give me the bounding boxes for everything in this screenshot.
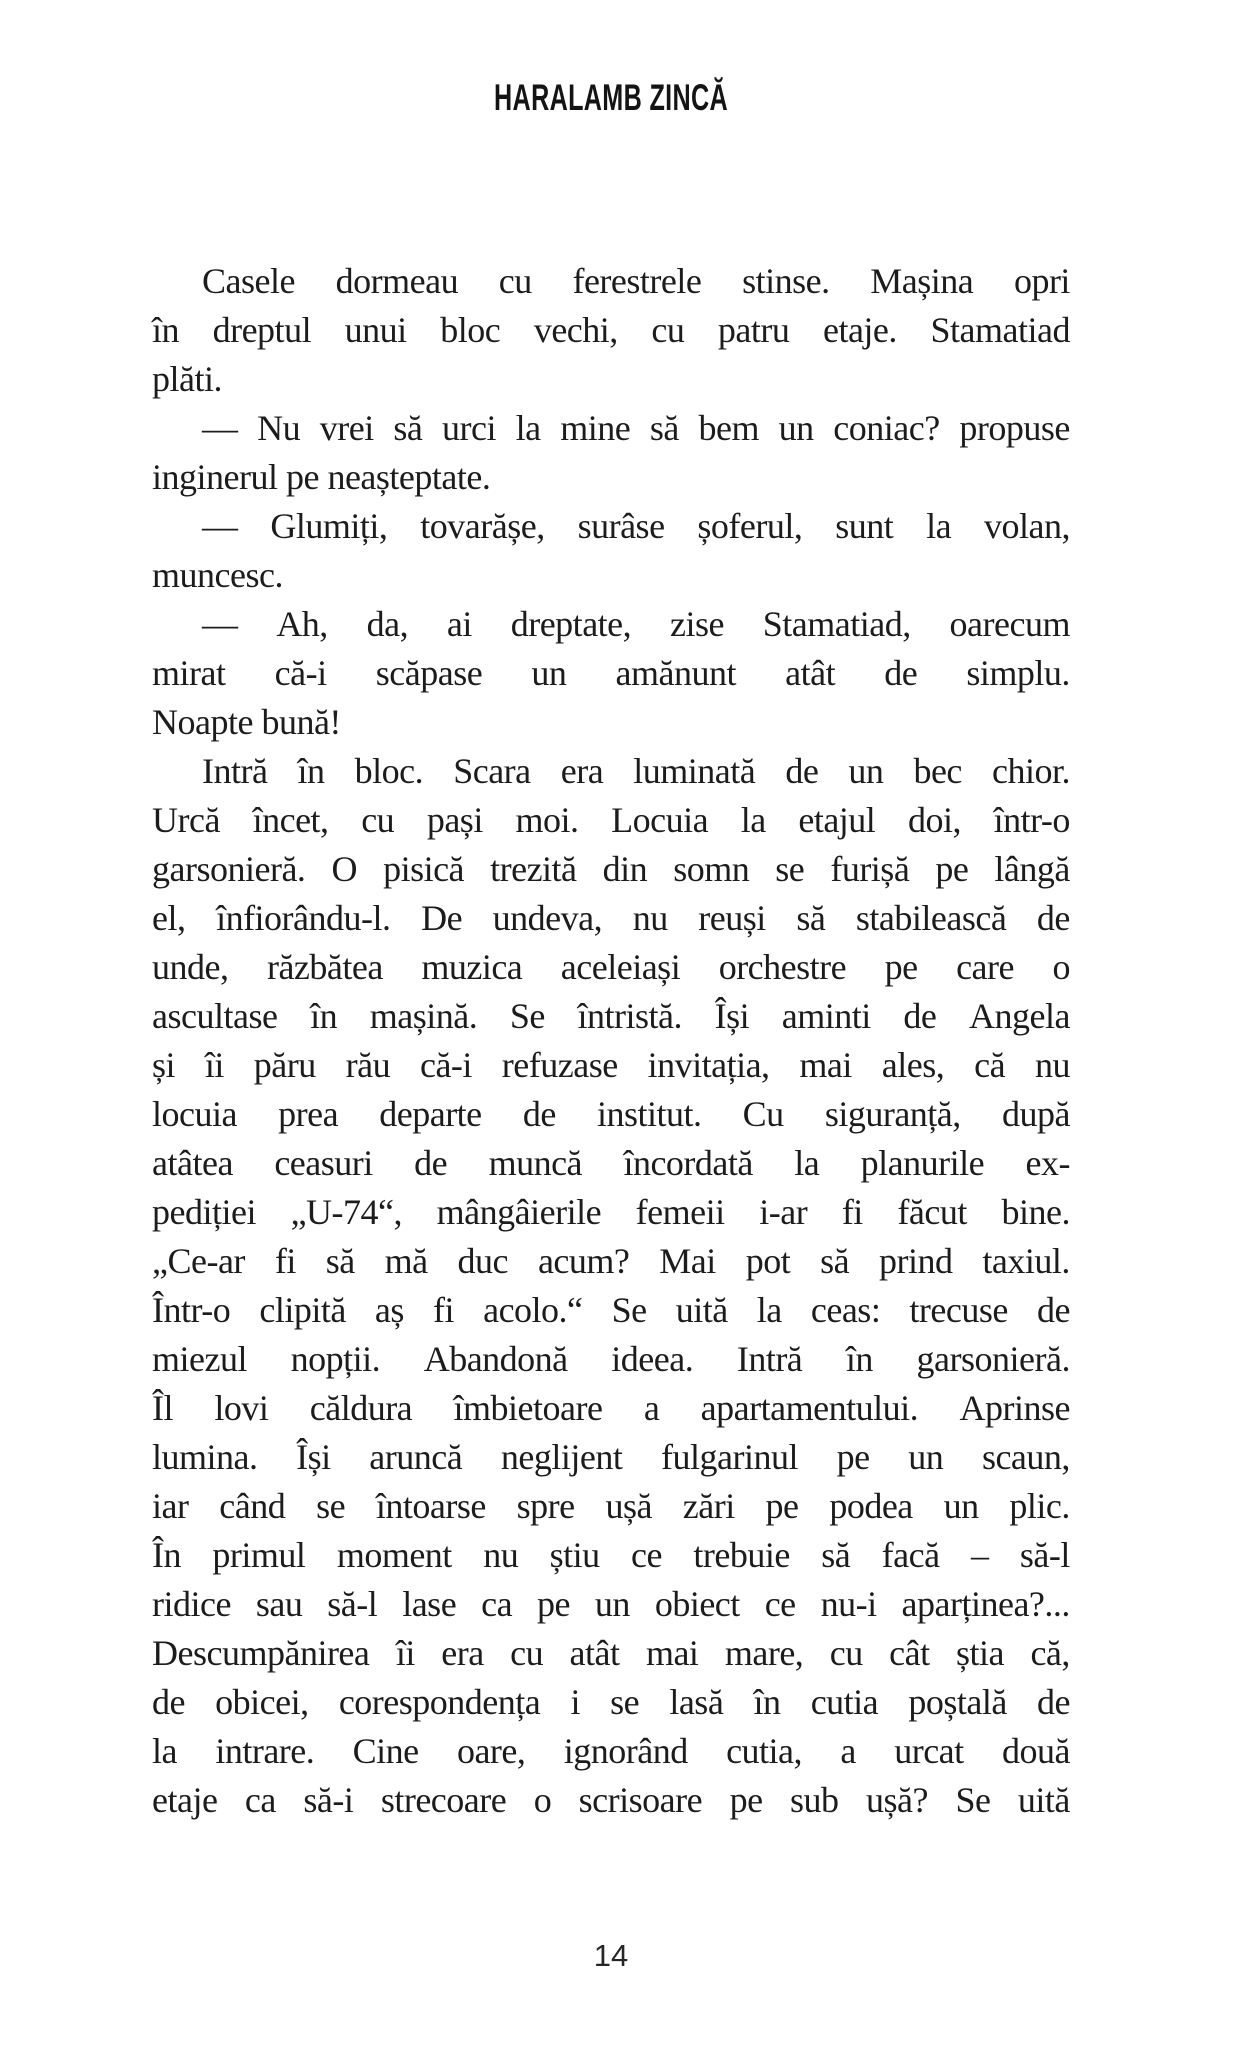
word: Intră xyxy=(202,751,268,791)
word: O xyxy=(331,849,357,889)
word: Scara xyxy=(453,751,531,791)
text-line xyxy=(152,1237,1070,1286)
word: la xyxy=(740,800,766,840)
word: amănunt xyxy=(615,653,736,693)
word: păru xyxy=(253,1045,316,1085)
word: Își xyxy=(296,1437,331,1477)
word: în xyxy=(297,751,325,791)
word: cutia xyxy=(810,1682,879,1722)
word: aruncă xyxy=(369,1437,463,1477)
word: să-l xyxy=(1019,1535,1070,1575)
word: De xyxy=(421,898,463,938)
word: acolo.“ xyxy=(483,1290,583,1330)
word: bloc. xyxy=(354,751,424,791)
text-line: muncesc. xyxy=(152,555,283,595)
word: mine xyxy=(560,408,631,448)
word: Ah, xyxy=(276,604,328,644)
word: era xyxy=(441,1633,484,1673)
word: care xyxy=(956,947,1015,987)
word: Descumpănirea xyxy=(152,1633,370,1673)
word: îi xyxy=(204,1045,224,1085)
word: unui xyxy=(344,310,407,350)
word: cu xyxy=(361,800,395,840)
word: de xyxy=(1036,898,1070,938)
word: podea xyxy=(829,1486,913,1526)
word: cu xyxy=(510,1633,544,1673)
word: la xyxy=(926,506,952,546)
word: știu xyxy=(549,1535,600,1575)
word: apartamentului. xyxy=(700,1388,919,1428)
word: să xyxy=(649,408,679,448)
text-line xyxy=(152,600,1070,649)
word: că, xyxy=(1030,1633,1070,1673)
word: spre xyxy=(516,1486,575,1526)
word: dormeau xyxy=(335,261,459,301)
word: Se xyxy=(509,996,545,1036)
word: în xyxy=(152,310,180,350)
word: ridice xyxy=(152,1584,231,1624)
word: ascultase xyxy=(152,996,278,1036)
word: lovi xyxy=(214,1388,269,1428)
word: oarecum xyxy=(949,604,1070,644)
word: institut. xyxy=(596,1094,702,1134)
word: îmbietoare xyxy=(453,1388,603,1428)
word: muncă xyxy=(488,1143,583,1183)
word: i-ar xyxy=(759,1192,808,1232)
word: aminti xyxy=(781,996,871,1036)
word: Aprinse xyxy=(959,1388,1070,1428)
word: făcut xyxy=(897,1192,967,1232)
word: volan, xyxy=(984,506,1070,546)
word: ușă xyxy=(605,1486,652,1526)
word: o xyxy=(1052,947,1070,987)
word: se xyxy=(316,1486,346,1526)
word: opri xyxy=(1013,261,1070,301)
word: că-i xyxy=(274,653,327,693)
word: Se xyxy=(955,1780,991,1820)
word: aș xyxy=(374,1290,404,1330)
word: planurile xyxy=(860,1143,985,1183)
word: i xyxy=(570,1682,580,1722)
word: fulgarinul xyxy=(661,1437,798,1477)
word: siguranță, xyxy=(824,1094,961,1134)
word: cu xyxy=(829,1633,863,1673)
word: clipită xyxy=(259,1290,346,1330)
word: vrei xyxy=(319,408,374,448)
word: Intră xyxy=(736,1339,803,1379)
word: patru xyxy=(717,310,790,350)
word: mai xyxy=(645,1633,699,1673)
word: lasă xyxy=(669,1682,724,1722)
text-line xyxy=(152,894,1070,943)
word: de xyxy=(414,1143,448,1183)
word: cutia, xyxy=(726,1731,803,1771)
word: furișă xyxy=(830,849,910,889)
word: căldura xyxy=(309,1388,413,1428)
word: sunt xyxy=(835,506,894,546)
word: că-i xyxy=(419,1045,472,1085)
word: neglijent xyxy=(500,1437,623,1477)
word: facă xyxy=(881,1535,940,1575)
word: să xyxy=(821,1535,851,1575)
word: reuși xyxy=(698,898,766,938)
word: Cine xyxy=(352,1731,419,1771)
text-line xyxy=(152,1139,1070,1188)
word: zise xyxy=(669,604,724,644)
word: mângâierile xyxy=(436,1192,602,1232)
body-text xyxy=(152,257,1070,1825)
word: etaje. xyxy=(822,310,897,350)
word: să-l xyxy=(327,1584,378,1624)
word: da, xyxy=(366,604,409,644)
word: încet, xyxy=(252,800,329,840)
word: la xyxy=(794,1143,820,1183)
word: ce xyxy=(764,1584,796,1624)
page-number: 14 xyxy=(593,1938,629,1973)
word: corespondența xyxy=(338,1682,541,1722)
word: lumina. xyxy=(152,1437,258,1477)
word: mai xyxy=(799,1045,852,1085)
word: ca xyxy=(481,1584,513,1624)
word: departe xyxy=(379,1094,482,1134)
word: un xyxy=(594,1584,630,1624)
word: Casele xyxy=(202,261,295,301)
word: primul xyxy=(212,1535,306,1575)
text-line xyxy=(152,1629,1070,1678)
word: Îl xyxy=(152,1388,173,1428)
word: ignorând xyxy=(563,1731,688,1771)
word: pe xyxy=(884,947,918,987)
word: doi, xyxy=(907,800,961,840)
word: cu xyxy=(498,261,532,301)
word: de xyxy=(1036,1290,1070,1330)
word: femeii xyxy=(635,1192,725,1232)
word: „Ce-ar xyxy=(152,1241,245,1281)
word: încordată xyxy=(623,1143,753,1183)
word: Stamatiad, xyxy=(762,604,911,644)
word: bec xyxy=(913,751,962,791)
word: „U-74“, xyxy=(290,1192,403,1232)
word: și xyxy=(152,1045,176,1085)
word: ce xyxy=(631,1535,662,1575)
word: lângă xyxy=(994,849,1070,889)
word: prind xyxy=(879,1241,953,1281)
word: dreptate, xyxy=(510,604,632,644)
word: din xyxy=(602,849,648,889)
word: ales, xyxy=(881,1045,945,1085)
word: Urcă xyxy=(152,800,220,840)
word: nu xyxy=(632,898,668,938)
word: iar xyxy=(152,1486,189,1526)
word: Cu xyxy=(742,1094,784,1134)
word: când xyxy=(219,1486,286,1526)
text-line xyxy=(152,502,1070,551)
word: ideea. xyxy=(611,1339,694,1379)
word: acum? xyxy=(537,1241,630,1281)
word: În xyxy=(152,1535,181,1575)
word: știa xyxy=(956,1633,1005,1673)
word: un xyxy=(908,1437,944,1477)
text-line xyxy=(152,1482,1070,1531)
text-line xyxy=(152,1335,1070,1384)
word: garsonieră. xyxy=(916,1339,1070,1379)
word: luminată xyxy=(633,751,756,791)
word: simplu. xyxy=(966,653,1070,693)
word: mare, xyxy=(724,1633,804,1673)
word: Mai xyxy=(659,1241,716,1281)
word: cu xyxy=(651,310,685,350)
word: trezită xyxy=(490,849,577,889)
word: se xyxy=(775,849,805,889)
word: Se xyxy=(611,1290,647,1330)
text-line xyxy=(152,747,1070,796)
word: dreptul xyxy=(212,310,312,350)
word: Abandonă xyxy=(423,1339,568,1379)
word: – xyxy=(971,1535,989,1575)
word: nu xyxy=(483,1535,519,1575)
text-line xyxy=(152,1188,1070,1237)
word: o xyxy=(533,1780,552,1820)
word: fi xyxy=(433,1290,454,1330)
word: urci xyxy=(442,408,496,448)
word: chior. xyxy=(992,751,1070,791)
word: unde, xyxy=(152,947,229,987)
word: scrisoare xyxy=(578,1780,703,1820)
word: invitația, xyxy=(647,1045,770,1085)
word: vechi, xyxy=(533,310,618,350)
word: coniac? xyxy=(833,408,940,448)
text-line xyxy=(152,1286,1070,1335)
word: refuzase xyxy=(501,1045,618,1085)
word: strecoare xyxy=(380,1780,507,1820)
word: rău xyxy=(345,1045,391,1085)
word: scăpase xyxy=(375,653,483,693)
text-line: Noapte bună! xyxy=(152,702,341,742)
word: mirat xyxy=(152,653,226,693)
word: orchestre xyxy=(718,947,847,987)
text-line xyxy=(152,943,1070,992)
text-line xyxy=(152,845,1070,894)
word: ai xyxy=(446,604,472,644)
text-line xyxy=(152,796,1070,845)
word: garsonieră. xyxy=(152,849,306,889)
word: etaje xyxy=(152,1780,218,1820)
word: moi. xyxy=(515,800,579,840)
word: pediției xyxy=(152,1192,256,1232)
word: pe xyxy=(935,849,969,889)
text-line xyxy=(152,992,1070,1041)
text-line xyxy=(152,257,1070,306)
word: pe xyxy=(536,1584,570,1624)
author-name: HARALAMB ZINCĂ xyxy=(494,77,728,118)
word: el, xyxy=(152,898,186,938)
word: Își xyxy=(714,996,750,1036)
word: a xyxy=(840,1731,856,1771)
word: nu-i xyxy=(820,1584,877,1624)
word: zări xyxy=(682,1486,735,1526)
word: mașină. xyxy=(369,996,478,1036)
word: răzbătea xyxy=(266,947,383,987)
text-line xyxy=(152,1041,1070,1090)
word: aceleiași xyxy=(560,947,681,987)
text-line xyxy=(152,649,1070,698)
word: fi xyxy=(841,1192,863,1232)
word: de xyxy=(903,996,937,1036)
word: undeva, xyxy=(492,898,603,938)
word: ceasuri xyxy=(274,1143,373,1183)
word: nopții. xyxy=(290,1339,381,1379)
text-line xyxy=(152,1727,1070,1776)
word: etajul xyxy=(798,800,876,840)
word: aparținea?... xyxy=(901,1584,1070,1624)
word: mă xyxy=(384,1241,428,1281)
word: duc xyxy=(457,1241,509,1281)
word: ca xyxy=(244,1780,276,1820)
word: Într-o xyxy=(152,1290,231,1330)
word: miezul xyxy=(152,1339,247,1379)
word: uită xyxy=(675,1290,728,1330)
word: fi xyxy=(274,1241,296,1281)
word: în xyxy=(753,1682,781,1722)
word: la xyxy=(152,1731,177,1771)
word: pisică xyxy=(383,849,465,889)
word: Stamatiad xyxy=(930,310,1070,350)
word: de xyxy=(522,1094,556,1134)
word: prea xyxy=(278,1094,339,1134)
text-line xyxy=(152,1531,1070,1580)
word: scaun, xyxy=(981,1437,1070,1477)
word: nu xyxy=(1034,1045,1070,1085)
text-line xyxy=(152,1090,1070,1139)
word: se xyxy=(610,1682,640,1722)
word: la xyxy=(756,1290,782,1330)
word: atâtea xyxy=(152,1143,233,1183)
word: oare, xyxy=(456,1731,526,1771)
word: bloc xyxy=(440,310,501,350)
word: bem xyxy=(698,408,760,448)
word: surâse xyxy=(577,506,665,546)
word: să xyxy=(796,898,826,938)
word: întristă. xyxy=(577,996,682,1036)
word: plic. xyxy=(1009,1486,1070,1526)
word: să xyxy=(325,1241,355,1281)
word: poștală xyxy=(908,1682,1007,1722)
word: un xyxy=(778,408,814,448)
word: sub xyxy=(790,1780,839,1820)
word: șoferul, xyxy=(697,506,803,546)
word: atât xyxy=(785,653,836,693)
word: trebuie xyxy=(693,1535,790,1575)
word: uită xyxy=(1017,1780,1070,1820)
word: ferestrele xyxy=(572,261,702,301)
word: — xyxy=(202,408,238,448)
word: cât xyxy=(889,1633,930,1673)
word: ceas: xyxy=(810,1290,881,1330)
word: să-i xyxy=(303,1780,354,1820)
word: bine. xyxy=(1001,1192,1070,1232)
word: Glumiți, xyxy=(270,506,388,546)
word: Locuia xyxy=(611,800,709,840)
word: stinse. xyxy=(742,261,830,301)
text-line xyxy=(152,404,1070,453)
word: în xyxy=(845,1339,873,1379)
word: obicei, xyxy=(215,1682,309,1722)
text-line xyxy=(152,1776,1070,1825)
word: să xyxy=(820,1241,850,1281)
word: sau xyxy=(255,1584,303,1624)
word: taxiul. xyxy=(982,1241,1070,1281)
word: de xyxy=(884,653,918,693)
running-header xyxy=(152,78,1070,126)
text-line xyxy=(152,1384,1070,1433)
word: pe xyxy=(765,1486,799,1526)
word: un xyxy=(531,653,567,693)
word: somn xyxy=(673,849,750,889)
word: să xyxy=(393,408,423,448)
word: Nu xyxy=(257,408,301,448)
word: un xyxy=(848,751,884,791)
word: întoarse xyxy=(375,1486,486,1526)
word: trecuse xyxy=(909,1290,1008,1330)
word: pe xyxy=(729,1780,763,1820)
word: propuse xyxy=(959,408,1070,448)
word: muzica xyxy=(421,947,523,987)
word: că xyxy=(974,1045,1006,1085)
word: după xyxy=(1001,1094,1070,1134)
text-line: inginerul pe neașteptate. xyxy=(152,457,491,497)
word: pe xyxy=(836,1437,870,1477)
word: stabilească xyxy=(855,898,1007,938)
text-line xyxy=(152,1580,1070,1629)
word: atât xyxy=(569,1633,620,1673)
word: de xyxy=(1037,1682,1070,1722)
word: la xyxy=(515,408,541,448)
word: — xyxy=(202,604,238,644)
text-line xyxy=(152,1678,1070,1727)
word: în xyxy=(310,996,338,1036)
word: urcat xyxy=(894,1731,964,1771)
word: Mașina xyxy=(870,261,974,301)
word: intrare. xyxy=(215,1731,315,1771)
word: Angela xyxy=(969,996,1070,1036)
word: pot xyxy=(745,1241,791,1281)
word: a xyxy=(643,1388,660,1428)
word: moment xyxy=(336,1535,452,1575)
word: un xyxy=(943,1486,979,1526)
word: ușă? xyxy=(866,1780,928,1820)
text-line xyxy=(152,306,1070,355)
text-line: plăti. xyxy=(152,359,222,399)
word: de xyxy=(785,751,819,791)
word: de xyxy=(152,1682,185,1722)
word: obiect xyxy=(654,1584,740,1624)
word: două xyxy=(1002,1731,1070,1771)
word: pași xyxy=(426,800,483,840)
word: — xyxy=(202,506,238,546)
word: era xyxy=(560,751,604,791)
word: într-o xyxy=(993,800,1070,840)
word: ex- xyxy=(1025,1143,1070,1183)
word: locuia xyxy=(152,1094,237,1134)
word: tovarășe, xyxy=(420,506,545,546)
word: lase xyxy=(402,1584,457,1624)
word: îi xyxy=(395,1633,415,1673)
text-line xyxy=(152,1433,1070,1482)
word: înfiorându-l. xyxy=(216,898,391,938)
